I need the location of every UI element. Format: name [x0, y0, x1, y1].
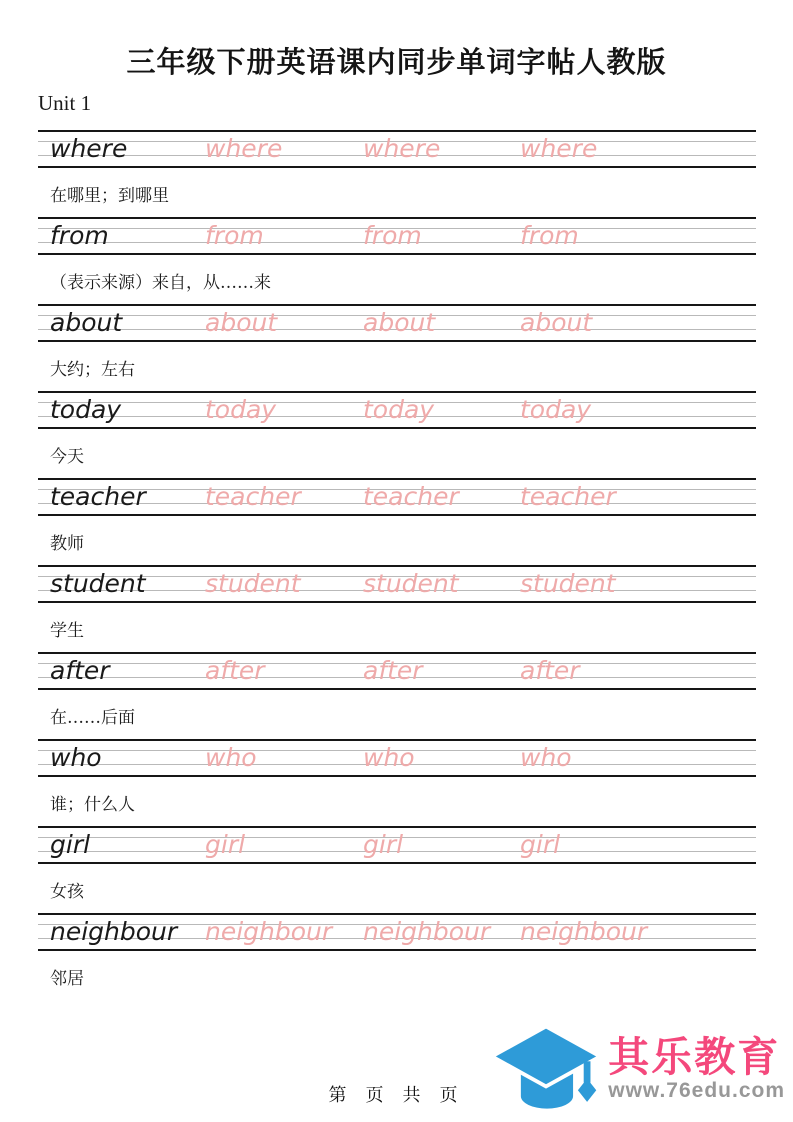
word-row	[38, 130, 756, 206]
word-trace: girl	[205, 830, 246, 859]
brand-logo	[488, 1022, 785, 1116]
brand-text-block	[608, 1035, 785, 1103]
word-trace: today	[520, 395, 592, 424]
word-trace: after	[205, 656, 265, 685]
word-trace: teacher	[520, 482, 616, 511]
page-title: 三年级下册英语课内同步单词字帖人教版	[126, 47, 667, 79]
word-meaning: （表示来源）来自，从……来	[50, 273, 271, 293]
word-trace: neighbour	[520, 917, 648, 946]
word-meaning: 今天	[50, 447, 84, 467]
word-trace: who	[363, 743, 415, 772]
writing-ruling	[38, 391, 756, 429]
word-rows	[38, 130, 756, 1000]
word-trace: from	[520, 221, 579, 250]
unit-label: Unit 1	[38, 91, 92, 115]
writing-ruling	[38, 304, 756, 342]
word-sample: who	[50, 743, 102, 772]
word-sample: teacher	[50, 482, 146, 511]
writing-ruling	[38, 565, 756, 603]
word-trace: teacher	[205, 482, 301, 511]
word-row	[38, 478, 756, 554]
word-trace: where	[205, 134, 283, 163]
word-row	[38, 739, 756, 815]
word-trace: girl	[363, 830, 404, 859]
brand-name: 其乐教育	[608, 1034, 781, 1080]
writing-ruling	[38, 478, 756, 516]
word-trace: about	[205, 308, 278, 337]
word-sample: neighbour	[50, 917, 178, 946]
word-trace: student	[205, 569, 301, 598]
word-trace: today	[205, 395, 277, 424]
word-trace: from	[363, 221, 422, 250]
word-sample: where	[50, 134, 128, 163]
writing-ruling	[38, 913, 756, 951]
word-trace: today	[363, 395, 435, 424]
word-trace: neighbour	[363, 917, 491, 946]
word-trace: from	[205, 221, 264, 250]
word-meaning: 女孩	[50, 882, 84, 902]
word-trace: student	[363, 569, 459, 598]
word-trace: after	[363, 656, 423, 685]
word-meaning: 邻居	[50, 969, 84, 989]
word-meaning: 在……后面	[50, 708, 135, 728]
brand-website: www.76edu.com	[608, 1079, 785, 1102]
word-row	[38, 565, 756, 641]
writing-ruling	[38, 739, 756, 777]
word-trace: girl	[520, 830, 561, 859]
word-sample: about	[50, 308, 123, 337]
word-trace: who	[520, 743, 572, 772]
word-meaning: 教师	[50, 534, 84, 554]
word-meaning: 大约；左右	[50, 360, 135, 380]
word-trace: student	[520, 569, 616, 598]
word-row	[38, 217, 756, 293]
word-row	[38, 652, 756, 728]
word-meaning: 学生	[50, 621, 84, 641]
word-trace: where	[363, 134, 441, 163]
word-row	[38, 391, 756, 467]
word-sample: today	[50, 395, 122, 424]
word-meaning: 在哪里；到哪里	[50, 186, 169, 206]
word-trace: about	[363, 308, 436, 337]
graduation-cap-icon	[488, 1022, 604, 1116]
word-trace: teacher	[363, 482, 459, 511]
writing-ruling	[38, 826, 756, 864]
writing-ruling	[38, 130, 756, 168]
word-row	[38, 913, 756, 989]
word-sample: student	[50, 569, 146, 598]
word-sample: girl	[50, 830, 91, 859]
writing-ruling	[38, 217, 756, 255]
word-trace: who	[205, 743, 257, 772]
word-trace: where	[520, 134, 598, 163]
word-trace: about	[520, 308, 593, 337]
writing-ruling	[38, 652, 756, 690]
footer-page-text: 第 页 共 页	[328, 1085, 465, 1105]
word-sample: from	[50, 221, 109, 250]
word-sample: after	[50, 656, 110, 685]
word-trace: neighbour	[205, 917, 333, 946]
word-meaning: 谁；什么人	[50, 795, 135, 815]
word-trace: after	[520, 656, 580, 685]
word-row	[38, 826, 756, 902]
word-row	[38, 304, 756, 380]
